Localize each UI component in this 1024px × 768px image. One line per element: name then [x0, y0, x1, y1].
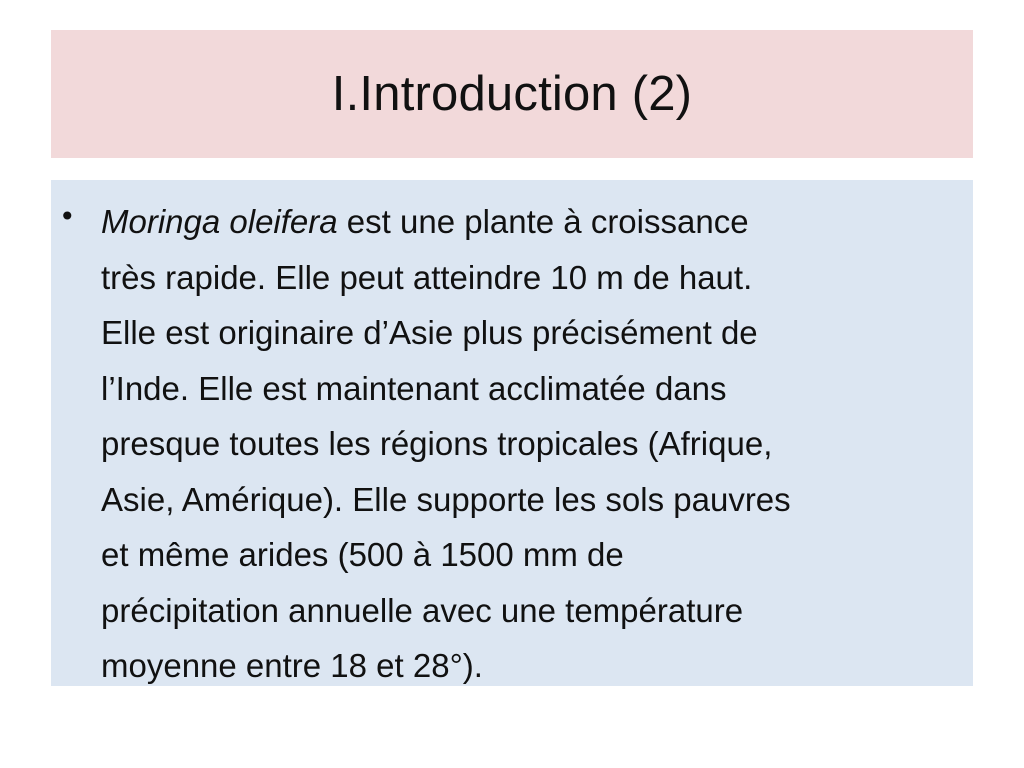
paragraph-line-2: très rapide. Elle peut atteindre 10 m de haut.: [101, 258, 753, 296]
paragraph: [101, 194, 791, 694]
slide-title: I.Introduction (2): [331, 67, 693, 121]
bullet-icon: •: [59, 200, 76, 233]
paragraph-line-5: presque toutes les régions tropicales (Afrique,: [101, 425, 773, 462]
title-box: [51, 30, 973, 158]
species-name: Moringa oleifera: [101, 203, 338, 240]
line-text: est une plante à croissance: [337, 203, 749, 240]
paragraph-line-8: précipitation annuelle avec une température: [101, 591, 744, 629]
paragraph-line-9: moyenne entre 18 et 28°).: [101, 647, 483, 684]
paragraph-line-3: Elle est originaire d’Asie plus précisément de: [101, 314, 758, 351]
paragraph-line-4: l’Inde. Elle est maintenant acclimatée dans: [101, 369, 727, 407]
paragraph-line-6: Asie, Amérique). Elle supporte les sols pauvres: [101, 480, 791, 518]
paragraph-line-7: et même arides (500 à 1500 mm de: [101, 536, 624, 573]
paragraph-line-1: [101, 194, 791, 250]
content-box: [51, 180, 973, 686]
